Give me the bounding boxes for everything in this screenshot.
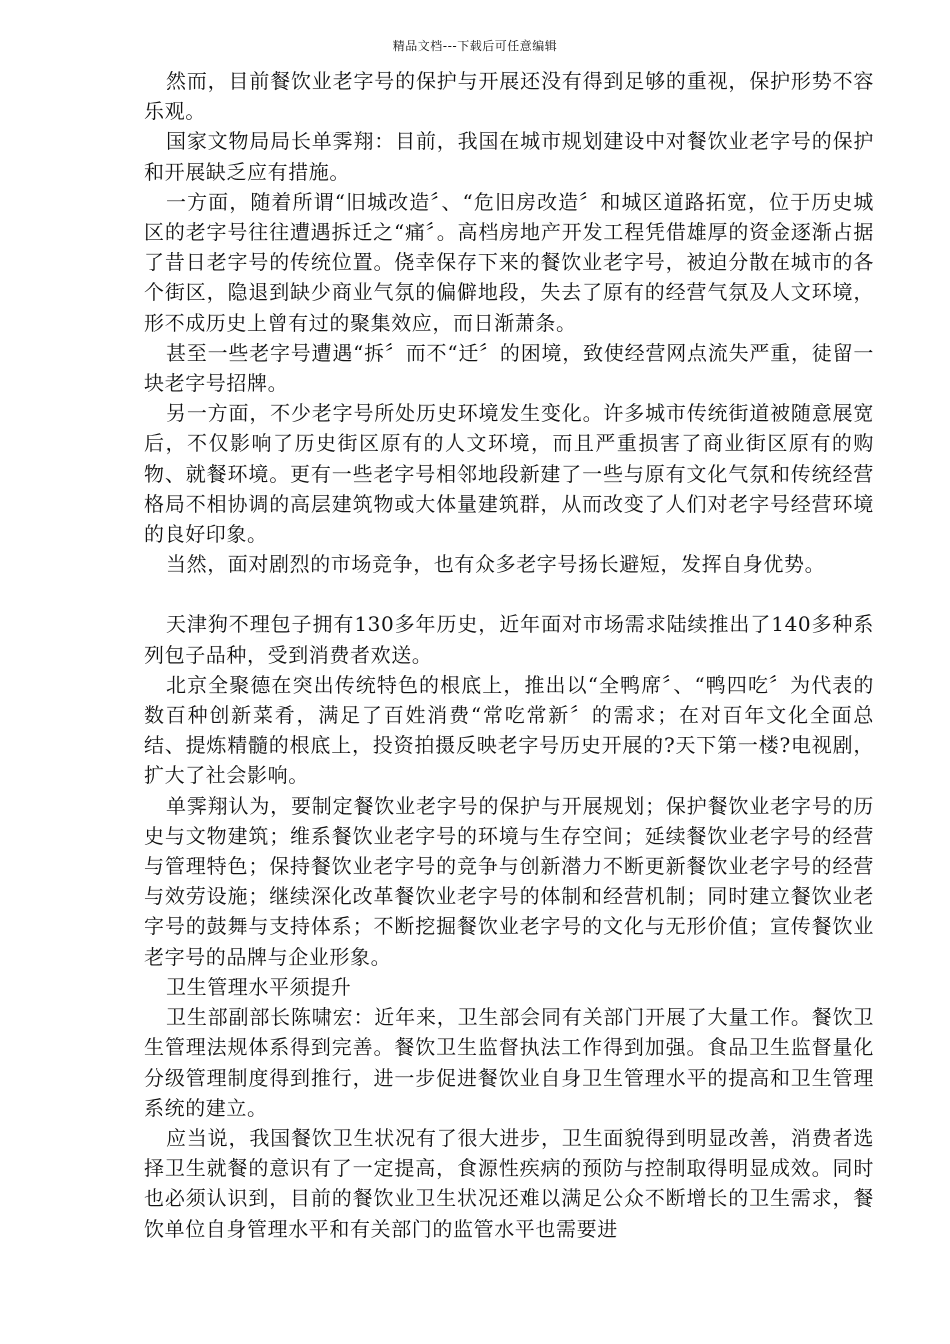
paragraph: 国家文物局局长单霁翔：目前，我国在城市规划建设中对餐饮业老字号的保护和开展缺乏应有措施。: [144, 129, 874, 184]
paragraph: 一方面，随着所谓“旧城改造〞、“危旧房改造〞和城区道路拓宽，位于历史城区的老字号往往遭遇拆迁之“痛〞。高档房地产开发工程凭借雄厚的资金逐渐占据了昔日老字号的传统位置。侥幸保存下来的餐饮业老字号，被迫分散在城市的各个街区，隐退到缺少商业气氛的偏僻地段，失去了原有的经营气氛及人文环境，形不成历史上曾有过的聚集效应，而日渐萧条。: [144, 189, 874, 335]
paragraph: 北京全聚德在突出传统特色的根底上，推出以“全鸭席〞、“鸭四吃〞为代表的数百种创新菜肴，满足了百姓消费“常吃常新〞的需求；在对百年文化全面总结、提炼精髓的根底上，投资拍摄反映老字号历史开展的?天下第一楼?电视剧，扩大了社会影响。: [144, 672, 874, 788]
paragraph: 单霁翔认为，要制定餐饮业老字号的保护与开展规划；保护餐饮业老字号的历史与文物建筑；维系餐饮业老字号的环境与生存空间；延续餐饮业老字号的经营与管理特色；保持餐饮业老字号的竞争与创新潜力不断更新餐饮业老字号的经营与效劳设施；继续深化改革餐饮业老字号的体制和经营机制；同时建立餐饮业老字号的鼓舞与支持体系；不断挖掘餐饮业老字号的文化与无形价值；宣传餐饮业老字号的品牌与企业形象。: [144, 793, 874, 969]
paragraph: 天津狗不理包子拥有130多年历史，近年面对市场需求陆续推出了140多种系列包子品种，受到消费者欢送。: [144, 612, 874, 667]
paragraph: 甚至一些老字号遭遇“拆〞而不“迁〞的困境，致使经营网点流失严重，徒留一块老字号招牌。: [144, 340, 874, 396]
paragraph: 卫生部副部长陈啸宏：近年来，卫生部会同有关部门开展了大量工作。餐饮卫生管理法规体系得到完善。餐饮卫生监督执法工作得到加强。食品卫生监督量化分级管理制度得到推行，进一步促进餐饮业自身卫生管理水平的提高和卫生管理系统的建立。: [144, 1005, 874, 1120]
paragraph: 然而，目前餐饮业老字号的保护与开展还没有得到足够的重视，保护形势不容乐观。: [144, 69, 874, 124]
page-header: 精品文档---下载后可任意编辑: [392, 39, 558, 53]
paragraph-spacer: [144, 579, 874, 609]
paragraph: 应当说，我国餐饮卫生状况有了很大进步，卫生面貌得到明显改善，消费者选择卫生就餐的意识有了一定提高，食源性疾病的预防与控制取得明显成效。同时也必须认识到，目前的餐饮业卫生状况还难以满足公众不断增长的卫生需求，餐饮单位自身管理水平和有关部门的监管水平也需要进: [144, 1125, 874, 1241]
paragraph: 当然，面对剧烈的市场竞争，也有众多老字号扬长避短，发挥自身优势。: [166, 552, 826, 577]
document-body: [144, 66, 874, 1244]
section-heading: 卫生管理水平须提升: [166, 974, 352, 999]
paragraph: 另一方面，不少老字号所处历史环境发生变化。许多城市传统街道被随意展宽后，不仅影响了历史街区原有的人文环境，而且严重损害了商业街区原有的购物、就餐环境。更有一些老字号相邻地段新建了一些与原有文化气氛和传统经营格局不相协调的高层建筑物或大体量建筑群，从而改变了人们对老字号经营环境的良好印象。: [144, 401, 874, 547]
